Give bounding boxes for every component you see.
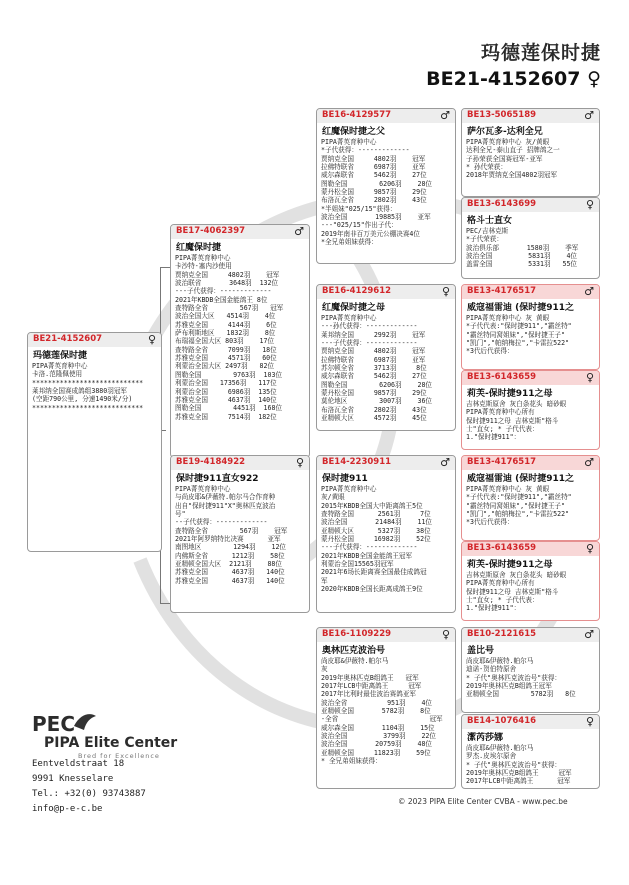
detail-line: 亚精顿全国 5782羽 8位 [321,707,431,716]
card-details [28,362,161,412]
detail-line: **************************** [32,378,144,387]
female-icon: ♀ [585,371,594,384]
detail-line: 查特路全省 567羽 冠军 [175,304,284,313]
detail-line: 尚皮耶&伊薇特.帕尔马 [321,657,389,665]
detail-line: *子代获得：------------- [321,146,410,155]
detail-line: *全兄弟姐妹获得： [321,238,378,247]
pedigree-card-mfm [461,541,600,621]
detail-line: *3代后代获得： [466,518,514,527]
female-icon: ♀ [441,628,450,641]
pigeon-name: 红魔保时捷之父 [322,127,386,137]
card-details [462,571,599,613]
detail-line: "霸丝特同窝姐妹","保时捷王子" [466,501,565,510]
male-icon: ♂ [440,109,450,122]
card-header [462,285,599,299]
detail-line: --子代获得：------------- [175,518,268,527]
pigeon-name: 保时捷911 [322,474,368,484]
card-details [317,138,455,246]
detail-line: 苏雅克全国 4637羽 140位 [175,576,285,585]
detail-line: 2021年阿罗纳特比决赛 亚军 [175,535,281,544]
detail-line: 灰/黄眼 [321,493,345,502]
detail-line: PIPA菁英育种中心 [321,314,377,322]
detail-line: PIPA菁英育种中心所有 [466,408,535,417]
female-icon: ♀ [441,285,450,298]
detail-line: PIPA菁英育种中心 灰 黄眼 [466,485,550,493]
female-icon: ♀ [585,542,594,555]
detail-line: -全省 冠军 [321,715,443,724]
detail-line: 士"直女; * 子代代表： [466,425,539,434]
detail-line: ---"025/15"作出子代： [321,221,398,230]
detail-line: 蒙丹松全国 9857羽 29位 [321,389,427,398]
pigeon-name: 玛德莲保时捷 [33,351,88,361]
detail-line: 苏雅克全国 4144羽 6位 [175,320,277,329]
detail-line: PIPA菁英育种中心 [321,485,377,493]
male-icon: ♂ [440,456,450,469]
detail-line: 波治全省 951羽 4位 [321,698,433,707]
detail-line: 2017年LCB中距离鸽王 冠军 [321,682,422,691]
male-icon: ♂ [294,225,304,238]
detail-line: 亚精顿全国 5782羽 8位 [466,690,576,699]
detail-line: PIPA菁英育种中心 [321,138,377,146]
female-icon: ♀ [585,715,594,728]
ring-number: BE13-6143699 [467,199,537,209]
female-icon: ♀ [295,456,304,469]
detail-line: 亚精顿全国大区 2121羽 88位 [175,560,282,569]
detail-line: 波治全国大区 4514羽 4位 [175,312,276,321]
address-city: 9991 Knesselare [32,774,114,784]
card-header [171,225,309,239]
pedigree-card-fff [461,108,600,197]
detail-line: "凯门","帕纳梅拉","卡雷拉522" [466,510,570,519]
ring-number: BE13-4176517 [467,286,537,296]
pigeon-name: 威寇福雷迪 (保时捷911之 [467,474,575,484]
card-details [317,657,455,765]
detail-line: 达利全兄-泰山直子 招牌鸽之一 [466,146,560,155]
detail-line: 南图地区 1294羽 12位 [175,543,287,552]
pedigree-card-mmf [461,627,600,713]
detail-line: 2017年LCB中距离鸽王 冠军 [466,777,571,786]
ring-number: BE13-6143659 [467,543,537,553]
detail-line: 波治俱乐部 1580羽 季军 [466,243,579,252]
detail-line: 灰 [321,665,328,674]
detail-line: *子代荣获： [466,235,503,244]
detail-line: 卡洛.范隆佩使用 [32,370,83,379]
pigeon-name: 潔芮莎娜 [467,733,504,743]
pigeon-name: 保时捷911直女922 [176,474,259,484]
logo-name: PIPA Elite Center [44,735,178,751]
pedigree-card-fmm [461,370,600,450]
detail-line: 保时捷911之母 吉林克斯"格斗 [466,587,559,596]
detail-line: 拉佛特联省 6987羽 亚军 [321,355,426,364]
detail-line: 波治全国 19885羽 亚军 [321,213,431,222]
detail-line: 利蒙治全国 17356羽 117位 [175,379,277,388]
ring-number: BE13-6143659 [467,372,537,382]
card-header [462,628,599,642]
pedigree-card-fm [316,284,456,431]
detail-line: 1."保时捷911"： [466,433,521,442]
detail-line: 尚皮耶&伊薇特.帕尔马 [466,744,534,752]
detail-line: 苏雅克全国 4637羽 140位 [175,568,285,577]
male-icon: ♂ [584,628,594,641]
detail-line: 士"直女; * 子代代表： [466,596,539,605]
detail-line: PIPA菁英育种中心 灰 黄眼 [466,314,550,322]
detail-line: PIPA菁英育种中心 [32,362,88,370]
detail-line: 保时捷911之母 吉林克斯"格斗 [466,416,559,425]
pedigree-card-mff [461,455,600,541]
detail-line: 2021年KBDB全国金能鸽王 8位 [175,295,268,304]
ring-number: BE21-4152607 [33,334,103,344]
detail-line: PIPA菁英育种中心 [175,254,231,262]
detail-line: 苏雅克全国 4571羽 60位 [175,354,277,363]
male-icon: ♂ [584,456,594,469]
detail-line: 查特路全国 2561羽 7位 [321,510,431,519]
detail-line: *3代后代获得： [466,347,514,356]
card-header [28,333,161,347]
pigeon-name: 红魔保时捷 [176,243,222,253]
detail-line: 莱邦纳全国赛成鸽组3880羽冠军 [32,387,128,396]
male-icon: ♂ [584,285,594,298]
detail-line: ---子代获得：------------- [321,339,418,348]
detail-line: 2020年KBDB全国长距离成鸽王9位 [321,585,423,594]
subject-ring-number: BE21-4152607 ♀ [426,68,601,90]
card-details [462,400,599,442]
detail-line: 与尚皮耶&伊薇特.帕尔马合作育种 [175,493,276,502]
detail-line: 迪诺-贺伯特原舍 [466,665,517,674]
detail-line: 2019年奥林匹克B组鸽王 冠军 [321,673,419,682]
detail-line: 贾纳克全国 4802羽 冠军 [175,270,280,279]
detail-line: 2018年贾纳克全国4802羽冠军 [466,171,558,180]
pigeon-name: 格斗士直女 [467,216,513,226]
card-header [462,715,599,729]
card-header [317,109,455,123]
card-header [317,456,455,470]
detail-line: 查特路全省 7099羽 18位 [175,345,277,354]
card-header [462,542,599,556]
detail-line: 波治全国 20759羽 48位 [321,740,433,749]
pedigree-card-father [170,224,310,458]
detail-line: 威尔森全国 1104羽 15位 [321,723,435,732]
detail-line: *半姐妹"025/15"获得： [321,204,397,213]
copyright: © 2023 PIPA Elite Center CVBA - www.pec.be [398,797,568,806]
detail-line: 波治全国 21484羽 11位 [321,518,433,527]
detail-line: 苏雅克全国 7514羽 182位 [175,412,277,421]
pedigree-card-mother [170,455,310,613]
detail-line: *子代代表:"保时捷911","霸丝特" [466,322,572,331]
card-details [171,485,309,585]
detail-line: 图勒全国 4451羽 168位 [175,404,283,413]
detail-line: 图勒全国 6206羽 28位 [321,179,433,188]
pigeon-name: 威寇福雷迪 (保时捷911之 [467,303,575,313]
pedigree-card-mmm [461,714,600,789]
detail-line: 2015年KBDB全国大中距离鸽王5位 [321,501,423,510]
pedigree-card-mf [316,455,456,613]
address-block [32,757,146,817]
detail-line: 1."保时捷911"： [466,604,521,613]
card-header [462,198,599,212]
card-header [462,109,599,123]
male-icon: ♂ [584,109,594,122]
pigeon-icon [72,710,98,732]
female-icon: ♀ [585,198,594,211]
card-header [317,285,455,299]
detail-line: "凯门","帕纳梅拉","卡雷拉522" [466,339,570,348]
card-details [317,314,455,422]
pigeon-name: 奥林匹克波治号 [322,646,386,656]
detail-line: 苏雅克全国 4637羽 140位 [175,395,277,404]
detail-line: 亚精顿大区 4572羽 45位 [321,414,427,423]
detail-line: PEC/吉林克斯 [466,227,509,235]
card-header [462,456,599,470]
connector [160,267,170,268]
detail-line: PIPA菁英育种中心所有 [466,579,535,588]
card-details [171,254,309,421]
pigeon-name: 莉芙-保时捷911之母 [467,560,553,570]
detail-line: * 全兄弟姐妹获得： [321,757,382,766]
address-email[interactable]: info@p-e-c.be [32,804,103,814]
ring-number: BE17-4062397 [176,226,246,236]
detail-line: * 子代"奥林匹克波治号"获得： [466,673,562,682]
detail-line: 查特路全省 567羽 冠军 [175,526,288,535]
detail-line: * 孙代荣获： [466,163,507,172]
logo-tagline: Bred for Excellence [78,752,160,760]
connector [160,603,170,604]
pedigree-card-ffm [461,197,600,279]
detail-line: 威尔森联省 5462羽 27位 [321,372,427,381]
pigeon-name: 萨尔瓦多-达利全兄 [467,127,543,137]
detail-line: 威尔森联省 5462羽 27位 [321,171,427,180]
detail-line: 图勒全国 6206羽 28位 [321,380,433,389]
detail-line: 布洛瓦全省 2802羽 43位 [321,196,427,205]
detail-line: ---子代获得：------------- [321,543,418,552]
address-phone: Tel.: +32(0) 93743887 [32,789,146,799]
detail-line: 2019年奥林匹克B组鸽王冠军 [466,682,552,691]
detail-line: 卡沙特-塞内沙使用 [175,262,232,271]
detail-line: 波治全国 5831羽 4位 [466,252,578,261]
detail-line: 内佛斯全省 1212羽 58位 [175,551,285,560]
detail-line: 亚精顿全国 11823羽 59位 [321,748,431,757]
detail-line: 号" [175,510,186,519]
detail-line: 尚皮耶&伊薇特.帕尔马 [466,657,534,665]
page-title: 玛德莲保时捷 [480,42,601,64]
detail-line: 萨布利斯地区 1832羽 8位 [175,329,276,338]
detail-line: 罗杰.皮埃尔原舍 [466,752,517,761]
pedigree-card-ff [316,108,456,264]
pigeon-name: 盖比号 [467,646,495,656]
ring-number: BE16-1109229 [322,629,392,639]
detail-line: PIPA菁英育种中心 [175,485,231,493]
ring-number: BE16-4129612 [322,286,392,296]
detail-line: 2021年KBDB全国金能鸽王冠军 [321,551,413,560]
ring-number: BE13-5065189 [467,110,537,120]
detail-line: 出自"保时捷911"X"奥林匹克波治 [175,501,276,510]
detail-line: 拉佛特联省 6987羽 亚军 [321,163,426,172]
detail-line: 布瑞福全国大区 803羽 17位 [175,337,275,346]
detail-line: 莱邦纳全国 2992羽 冠军 [321,330,426,339]
card-details [317,485,455,593]
detail-line: 莫伦地区 3007羽 36位 [321,397,433,406]
card-details [462,227,599,269]
detail-line: (空距790公里, 分速1490米/分) [32,395,133,404]
detail-line: * 子代"奥林匹克波治号"获得： [466,760,562,769]
detail-line: PIPA菁英育种中心 灰/黄眼 [466,138,550,146]
pigeon-name: 红魔保时捷之母 [322,303,386,313]
detail-line: 利蒙治全国 6986羽 135位 [175,387,277,396]
detail-line: ---子代获得：------------- [175,287,272,296]
detail-line: 2019年南非百万美元公棚决赛4位 [321,229,420,238]
pedigree-card-subject [27,332,162,552]
pedigree-card-fmf [461,284,600,370]
detail-line: 军 [321,576,328,585]
detail-line: 2021年6场长距离赛全国最佳成鸽冠 [321,568,427,577]
ring-number: BE16-4129577 [322,110,392,120]
ring-number: BE13-4176517 [467,457,537,467]
ring-number: BE14-1076416 [467,716,537,726]
detail-line: 蒙丹松全国 9857羽 29位 [321,188,427,197]
detail-line: 利蒙治全国15565羽冠军 [321,560,394,569]
detail-line: 图勒全国 9763羽 103位 [175,370,283,379]
detail-line: 贾纳克全国 4802羽 冠军 [321,347,426,356]
logo-pec: PEC [32,712,75,736]
detail-line: 蒙丹松全国 16982羽 52位 [321,535,431,544]
card-details [462,138,599,180]
ring-number: BE10-2121615 [467,629,537,639]
card-details [462,314,599,356]
detail-line: ---孙代获得：------------- [321,322,418,331]
detail-line: 波治全国 3799羽 22位 [321,732,436,741]
ring-number: BE14-2230911 [322,457,392,467]
detail-line: 子孙荣获全国赛冠军-亚军 [466,154,543,163]
card-header [171,456,309,470]
card-details [462,485,599,527]
detail-line: 苏尔顿全省 3713羽 8位 [321,364,427,373]
detail-line: 布洛瓦全省 2802羽 43位 [321,405,427,414]
card-header [317,628,455,642]
address-street: Eentveldstraat 18 [32,759,125,769]
detail-line: 利蒙治全国大区 2497羽 82位 [175,362,275,371]
detail-line: 亚精顿大区 5327羽 38位 [321,526,431,535]
detail-line: 2017年比利时最佳波治赛鸽亚军 [321,690,417,699]
card-details [462,744,599,786]
detail-line: 2019年奥林匹克B组鸽王 冠军 [466,769,572,778]
detail-line: 吉林克斯原舍 灰白条花头 暗砂眼 [466,571,567,579]
detail-line: 贾纳克全国 4802羽 冠军 [321,154,426,163]
detail-line: 盖雷全国 5331羽 55位 [466,260,578,269]
detail-line: 吉林克斯原舍 灰白条花头 暗砂眼 [466,400,567,408]
card-details [462,657,599,699]
detail-line: *子代代表:"保时捷911","霸丝特" [466,493,572,502]
detail-line: **************************** [32,403,144,412]
female-icon: ♀ [147,333,156,346]
pedigree-card-mm [316,627,456,789]
detail-line: "霸丝特同窝姐妹","保时捷王子" [466,330,565,339]
detail-line: 波治联省 3648羽 132位 [175,279,279,288]
ring-number: BE19-4184922 [176,457,246,467]
card-header [462,371,599,385]
pigeon-name: 莉芙-保时捷911之母 [467,389,553,399]
